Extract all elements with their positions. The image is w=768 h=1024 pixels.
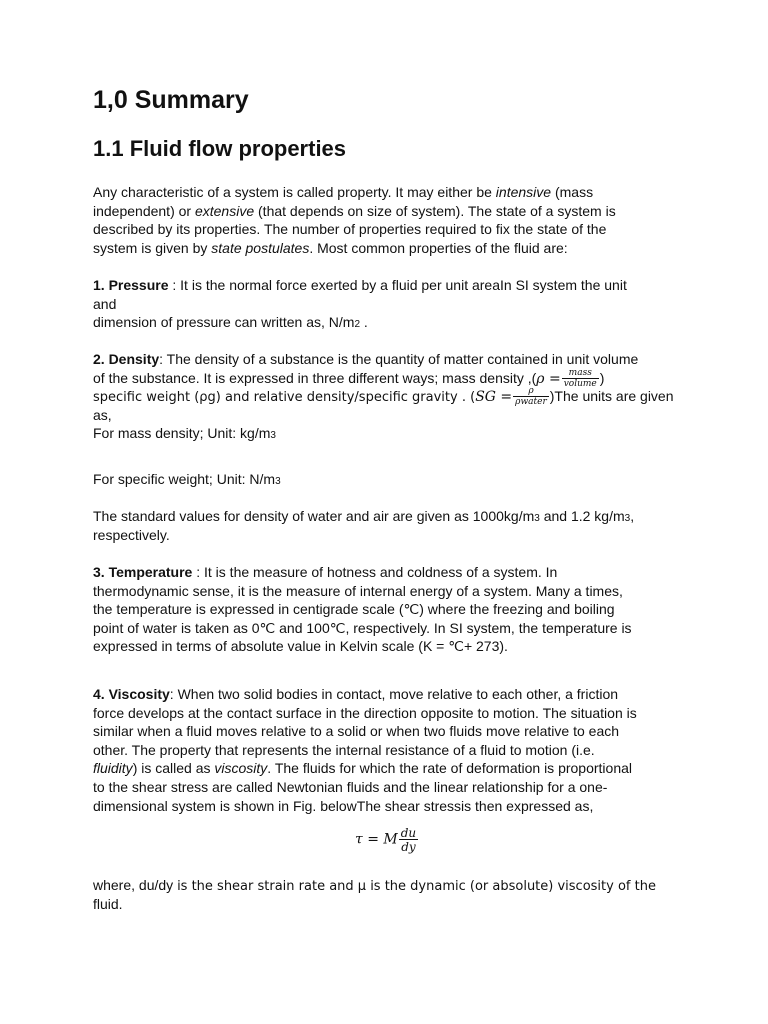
density-paragraph: 2. Density: The density of a substance is the quantity of matter contained in unit volume of the substance. It is expressed in three different ways; mass density ,(ρ = $\frac{\text{mass}}{\text{volume}}$ ) specific weight (ρg) and relative density/specific gravity . (SG = $\frac{\rho}{\text{ρwater}}$ )The units are given as, For mass density; Unit: kg/m3 [93, 351, 674, 442]
intro-paragraph: Any characteristic of a system is called property. It may either be intensive (mass independent) or extensive (that depends on size of system). The state of a system is described by its properties. The number of properties required to fix the state of the system is given by state postulates. Most common properties of the fluid are: [93, 184, 616, 256]
specific-gravity-fraction: $\frac{\rho}{\text{ρwater}}$ [515, 386, 547, 408]
mass-density-fraction: $\frac{\text{mass}}{\text{volume}}$ [563, 367, 597, 389]
section-heading: 1.1 Fluid flow properties [93, 136, 347, 161]
temperature-paragraph: 3. Temperature : It is the measure of hotness and coldness of a system. In thermodynamic sense, it is the measure of internal energy of a system. Many a times, the temperature is expressed in centigrade scale (℃) where the freezing and boiling point of water is taken as 0℃ and 100℃, respectively. In SI system, the temperature is expressed in terms of absolute value in Kelvin scale (K = ℃+ 273). [93, 564, 632, 655]
weight-unit-line: For specific weight; Unit: N/m3 [93, 471, 281, 487]
density-term: 2. Density [93, 351, 160, 367]
du-dy-fraction: $\frac{du}{dy}$ [400, 826, 417, 854]
viscosity-paragraph: 4. Viscosity: When two solid bodies in contact, move relative to each other, a friction force develops at the contact surface in the direction opposite to motion. The situation is similar when a fluid moves relative to a solid or when two fluids move relative to each other. The property that represents the internal resistance of a fluid to motion (i.e. fluidity) is called as viscosity. The fluids for which the rate of deformation is proportional to the shear stress are called Newtonian fluids and the linear relationship for a one- dimensional system is shown in Fig. belowThe shear stressis then expressed as, [93, 686, 637, 814]
intensive-term: intensive [495, 184, 552, 200]
state-postulates-term: state postulates [211, 239, 310, 256]
summary-heading: 1,0 Summary [93, 86, 249, 114]
extensive-term: extensive [194, 202, 255, 219]
fluidity-term: fluidity [93, 760, 133, 777]
viscosity-italic-term: viscosity [214, 760, 268, 777]
viscosity-term: 4. Viscosity [93, 686, 170, 702]
shear-stress-formula: τ = M $\frac{du}{dy}$ [355, 826, 417, 854]
pressure-paragraph: 1. Pressure : It is the normal force exerted by a fluid per unit areaIn SI system the unit and dimension of pressure can written as, N/m2 . [93, 277, 627, 331]
pressure-term: 1. Pressure [93, 277, 169, 293]
temperature-term: 3. Temperature [93, 564, 193, 580]
where-paragraph: where, du/dy is the shear strain rate and μ is the dynamic (or absolute) viscosity of the fluid. [93, 877, 656, 912]
standard-values-paragraph: The standard values for density of water and air are given as 1000kg/m3 and 1.2 kg/m3, respectively. [93, 508, 635, 543]
